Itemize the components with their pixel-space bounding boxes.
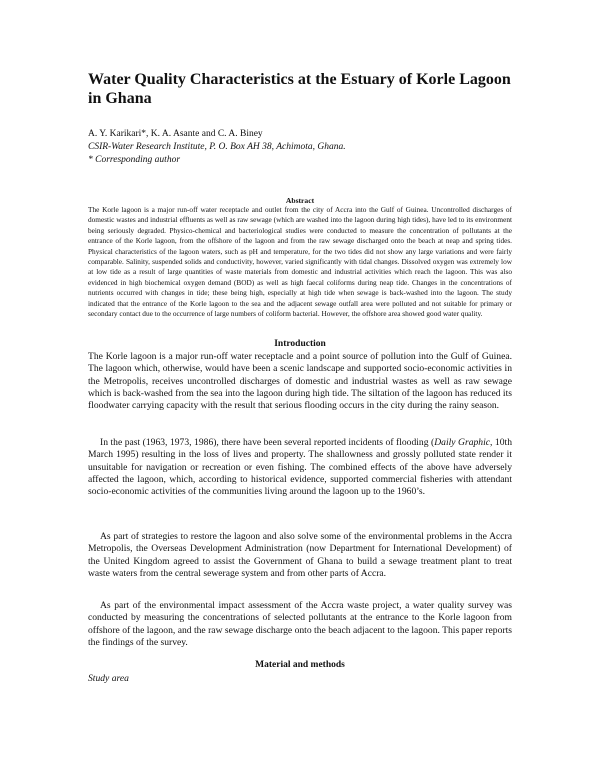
intro-paragraph-2 (88, 437, 512, 498)
abstract-heading: Abstract (285, 196, 315, 205)
intro-paragraph-2-part-b: , 10th March 1995) resulting in the loss of lives and property. The shallowness and grossly polluted state render it unsuitable for navigation or recreation or even fishing. The combined effects of the above have adversely affected the lagoon, which, according to historical evidence, supported commercial fisheries with attendant socio-economic activities of the communities living around the lagoon up to the 1960’s. (88, 437, 512, 498)
abstract-text: The Korle lagoon is a major run-off water receptacle and outlet from the city of Accra into the Gulf of Guinea. Uncontrolled discharges of domestic wastes and industrial effluents as well as raw sewage (which are washed into the lagoon during high tides), have led to its environment being seriously degraded. Physico-chemical and bacteriological studies were conducted to measure the concentration of pollutants at the entrance of the Korle lagoon, from the offshore of the lagoon and from the raw sewage discharged onto the beach at neap and spring tides. Physical characteristics of the lagoon waters, such as pH and temperature, for the two tides did not show any large variations and were fairly comparable. Salinity, suspended solids and conductivity, however, varied significantly with tidal changes. Dissolved oxygen was extremely low at low tide as a result of large quantities of waste materials from domestic and industrial activities which reach the lagoon. This was also evidenced in high biochemical oxygen demand (BOD) as well as high faecal coliforms during neap tide. Changes in the concentrations of nutrients occurred with changes in tide; these being high, especially at high tide when sewage is back-washed into the lagoon. The study indicated that the entrance of the Korle lagoon to the sea and the adjacent sewage outfall area were polluted and not suitable for primary or secondary contact due to the occurrence of large numbers of coliform bacterial. However, the offshore area showed good water quality. (88, 205, 512, 319)
affiliation: CSIR-Water Research Institute, P. O. Box AH 38, Achimota, Ghana. (88, 142, 346, 152)
paper-title: Water Quality Characteristics at the Estuary of Korle Lagoon in Ghana (88, 71, 511, 107)
intro-paragraph-3: As part of strategies to restore the lagoon and also solve some of the environmental problems in the Accra Metropolis, the Overseas Development Administration (now Department for International Development) of the United Kingdom agreed to assist the Government of Ghana to build a sewage treatment plant to treat waste waters from the central sewerage system and from other parts of Accra. (88, 531, 512, 579)
newspaper-title: Daily Graphic (434, 437, 491, 448)
author-block (88, 128, 528, 167)
authors: A. Y. Karikari*, K. A. Asante and C. A. Biney (88, 129, 263, 139)
introduction-heading: Introduction (274, 339, 326, 349)
methods-heading: Material and methods (255, 660, 345, 670)
intro-paragraph-4: As part of the environmental impact assessment of the Accra waste project, a water quality survey was conducted by measuring the concentrations of selected pollutants at the entrance to the Korle lagoon from offshore of the lagoon, and the raw sewage discharge onto the beach adjacent to the lagoon. This paper reports the findings of the survey. (88, 600, 512, 648)
study-area-heading: Study area (88, 673, 129, 684)
intro-paragraph-1: The Korle lagoon is a major run-off water receptacle and a point source of pollution into the Gulf of Guinea. The lagoon which, otherwise, would have been a scenic landscape and supported socio-economic activities in the Metropolis, receives uncontrolled discharges of domestic and industrial wastes as well as raw sewage which is back-washed from the sea into the lagoon during high tide. The siltation of the lagoon has reduced its floodwater carrying capacity with the result that serious flooding occurs in the city during the rainy season. (88, 351, 512, 412)
corresponding-author-note: * Corresponding author (88, 155, 181, 165)
intro-paragraph-2-part-a: In the past (1963, 1973, 1986), there have been several reported incidents of flooding ( (100, 437, 435, 448)
